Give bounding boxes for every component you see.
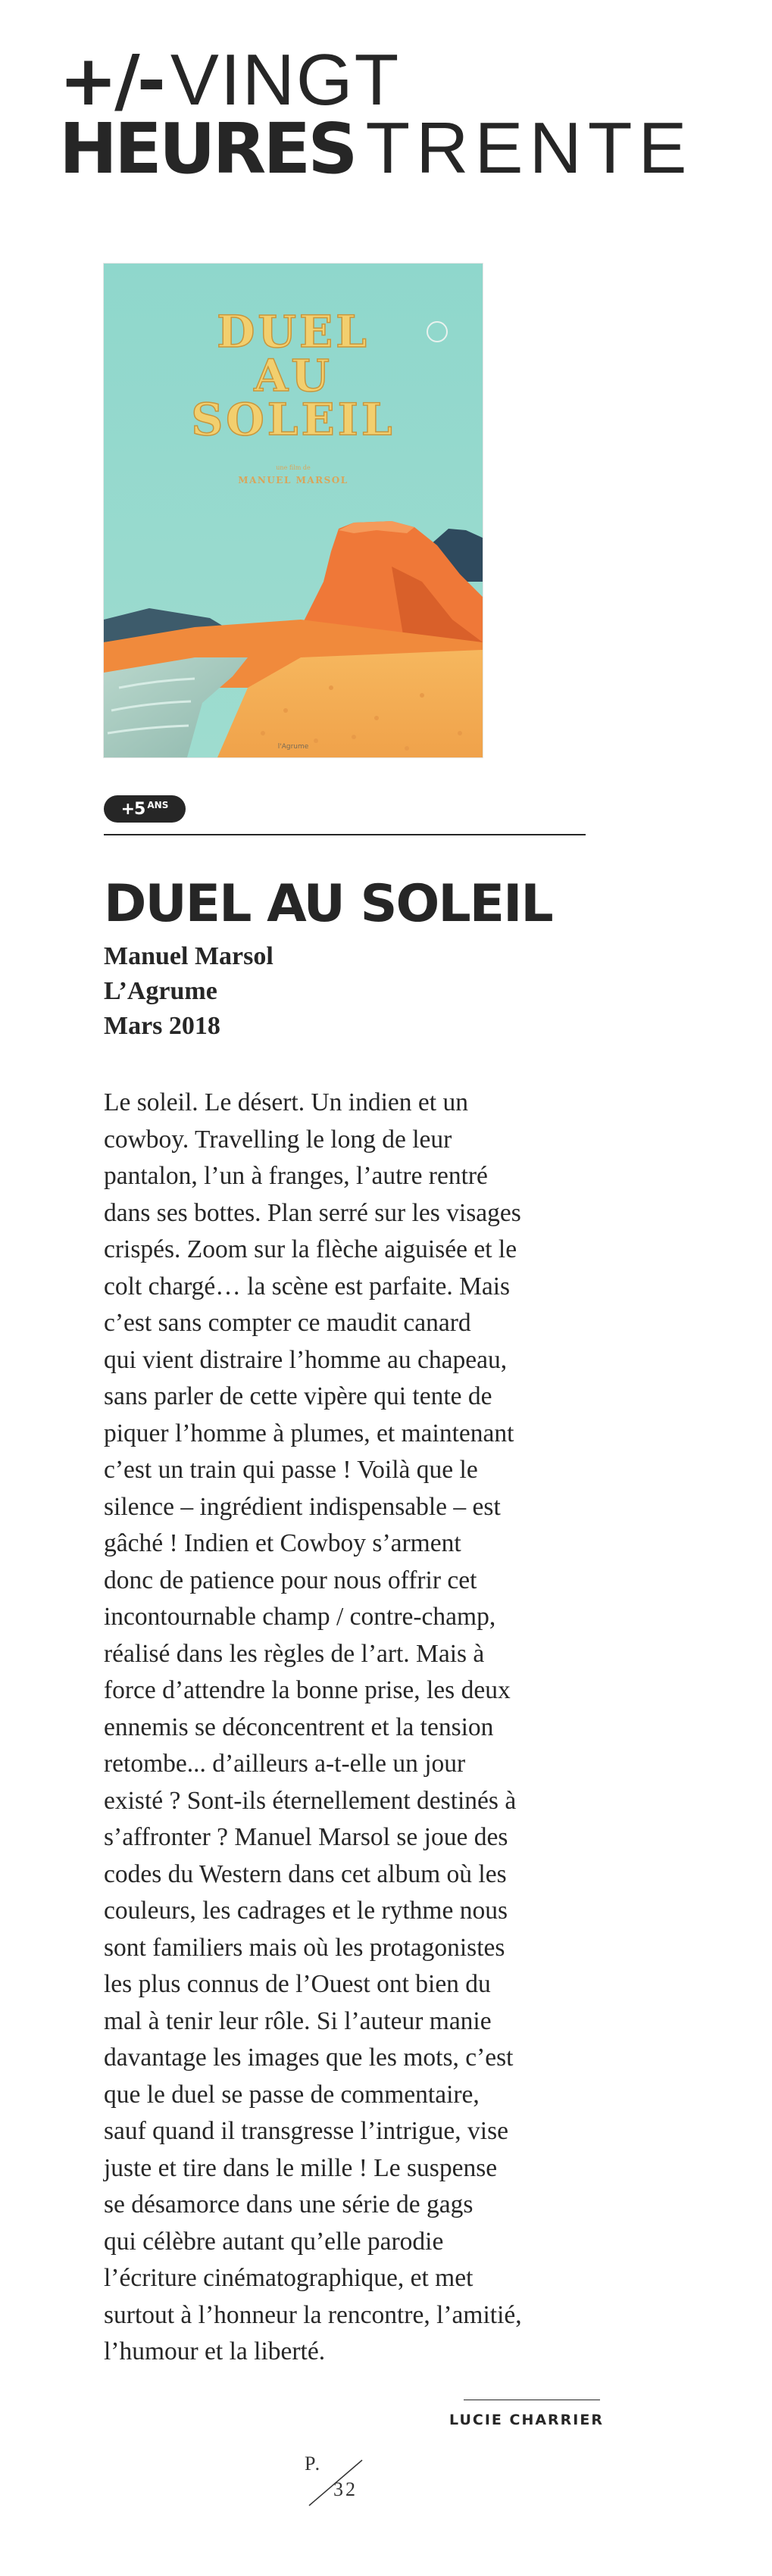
review-line: qui vient distraire l’homme au chapeau, [104,1345,508,1374]
cover-title-line-3: SOLEIL [191,394,395,445]
section-divider [104,834,586,835]
page-number [302,2448,385,2509]
review-line: réalisé dans les règles de l’art. Mais à [104,1639,485,1668]
review-line: ennemis se déconcentrent et la tension [104,1713,494,1741]
review-line: l’écriture cinématographique, et met [104,2264,474,2292]
review-line: se désamorce dans une série de gags [104,2190,474,2218]
review-line: sauf quand il transgresse l’intrigue, vise [104,2117,509,2145]
book-date: Mars 2018 [104,1012,220,1040]
review-line: donc de patience pour nous offrir cet [104,1566,477,1594]
masthead-symbol: +/- [59,40,163,121]
review-line: l’humour et la liberté. [104,2337,326,2365]
age-badge-unit: ANS [147,800,169,810]
age-badge-number: +5 [120,799,145,819]
review-line: incontournable champ / contre-champ, [104,1603,496,1631]
review-line: colt chargé… la scène est parfaite. Mais [104,1272,511,1300]
review-line: Le soleil. Le désert. Un indien et un [104,1088,468,1116]
review-line: retombe... d’ailleurs a-t-elle un jour [104,1750,466,1778]
masthead-word-heures: HEURES [59,108,355,189]
review-line: silence – ingrédient indispensable – est [104,1492,501,1521]
book-title: DUEL AU SOLEIL [104,874,552,934]
review-line: dans ses bottes. Plan serré sur les visages [104,1198,521,1227]
review-line: qui célèbre autant qu’elle parodie [104,2227,444,2256]
review-line: couleurs, les cadrages et le rythme nous [104,1897,508,1925]
masthead-row-2 [59,108,741,189]
review-line: pantalon, l’un à franges, l’autre rentré [104,1162,488,1190]
masthead-word-vingt: VINGT [170,39,401,120]
book-cover-image [104,264,483,757]
review-line: cowboy. Travelling le long de leur [104,1125,452,1154]
masthead [59,39,741,189]
review-line: davantage les images que les mots, c’est [104,2044,514,2072]
review-line: force d’attendre la bonne prise, les deux [104,1676,511,1704]
review-line: c’est un train qui passe ! Voilà que le [104,1456,478,1484]
review-line: juste et tire dans le mille ! Le suspense [104,2153,498,2182]
review-line: existé ? Sont-ils éternellement destinés à [104,1786,517,1815]
review-line: codes du Western dans cet album où les [104,1859,507,1888]
review-line: que le duel se passe de commentaire, [104,2080,480,2109]
review-line: crispés. Zoom sur la flèche aiguisée et le [104,1235,517,1263]
age-badge [104,795,186,823]
book-metadata [104,939,273,1044]
review-line: surtout à l’honneur la rencontre, l’amitié, [104,2300,522,2329]
cover-title-line-2: AU [254,350,333,401]
masthead-word-trente: TRENTE [365,108,693,189]
review-line: mal à tenir leur rôle. Si l’auteur manie [104,2006,492,2035]
review-line: les plus connus de l’Ouest ont bien du [104,1970,491,1998]
page-number-label: P. [305,2453,322,2475]
review-line: gâché ! Indien et Cowboy s’arment [104,1529,461,1557]
book-publisher: L’Agrume [104,977,217,1005]
review-line: c’est sans compter ce maudit canard [104,1309,471,1337]
masthead-row-1 [59,39,741,121]
review-line: sont familiers mais où les protagonistes [104,1933,505,1962]
review-line: s’affronter ? Manuel Marsol se joue des [104,1823,508,1851]
review-signature: LUCIE CHARRIER [449,2412,604,2428]
review-line: sans parler de cette vipère qui tente de [104,1382,492,1410]
cover-publisher-mark: l'Agrume [277,743,309,751]
cover-illustration [104,264,483,757]
book-author: Manuel Marsol [104,942,273,970]
cover-byline-author: MANUEL MARSOL [238,475,348,486]
review-line: piquer l’homme à plumes, et maintenant [104,1419,514,1447]
page-number-value: 32 [333,2478,358,2500]
cover-title-line-1: DUEL [217,306,370,358]
cover-byline-small: une film de [276,464,311,471]
review-text [104,1085,619,2371]
